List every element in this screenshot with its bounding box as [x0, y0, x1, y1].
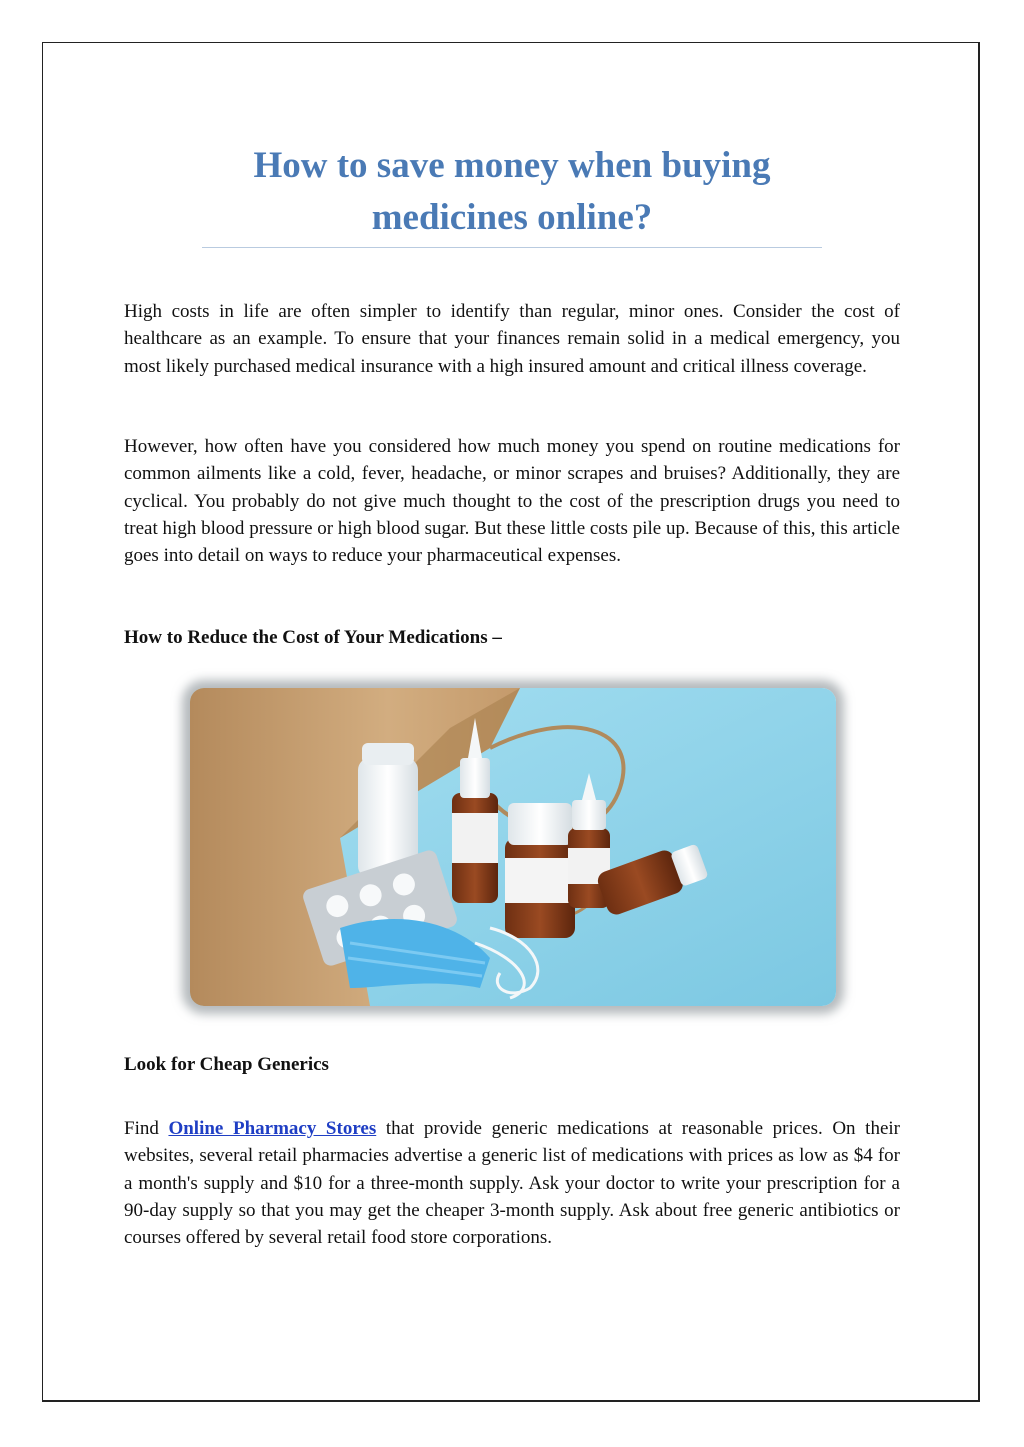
intro-paragraph: High costs in life are often simpler to identify than regular, minor ones. Consider the cost of healthcare as an example. To ensure that your finances remain solid in a medical emergency, you most likely purchased medical insurance with a high insured amount and critical illness coverage. [124, 301, 900, 377]
medicine-bag-photo [190, 688, 836, 1006]
page-title: How to save money when buying medicines online? [253, 145, 771, 238]
section-heading-reduce-cost: How to Reduce the Cost of Your Medications – [124, 627, 502, 648]
generics-paragraph-prefix: Find [124, 1118, 169, 1139]
generics-paragraph [124, 1115, 900, 1251]
generics-paragraph-text: that provide generic medications at reasonable prices. On their websites, several retail pharmacies advertise a generic list of medications with prices as low as $4 for a month's supply and $10 for a three-month supply. Ask your doctor to write your prescription for a 90-day supply so that you may get the cheaper 3-month supply. Ask about free generic antibiotics or courses offered by several retail food store corporations. [124, 1118, 900, 1249]
title-divider [202, 247, 822, 248]
online-pharmacy-stores-link[interactable]: Online Pharmacy Stores [168, 1118, 377, 1139]
section-heading-generics: Look for Cheap Generics [124, 1054, 329, 1075]
second-paragraph: However, how often have you considered how much money you spend on routine medications for common ailments like a cold, fever, headache, or minor scrapes and bruises? Additionally, they are cyclical. You probably do not give much thought to the cost of the prescription drugs you need to treat high blood pressure or high blood sugar. But these little costs pile up. Because of this, this article goes into detail on ways to reduce your pharmaceutical expenses. [124, 436, 900, 567]
